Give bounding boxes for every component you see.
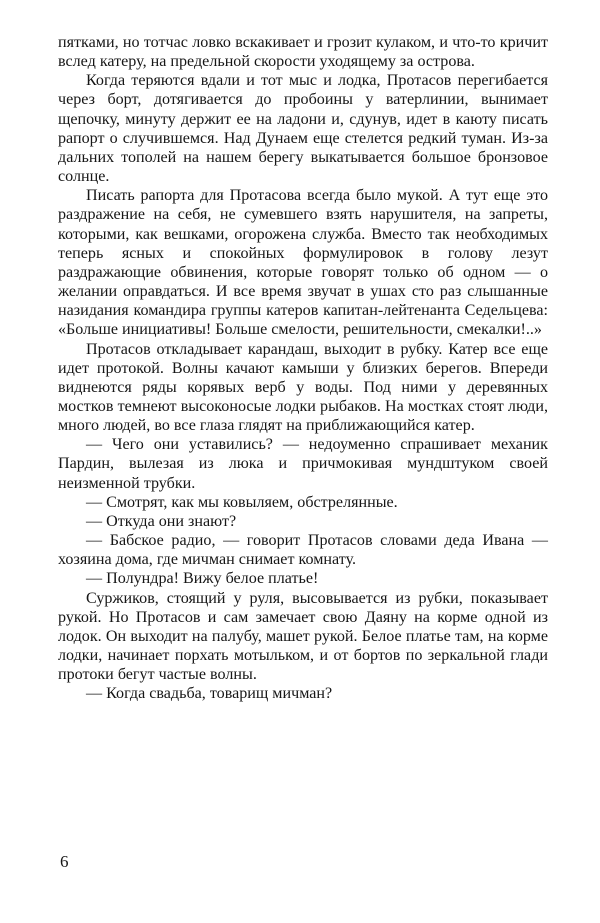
page-number: 6 (60, 852, 69, 871)
paragraph: — Откуда они знают? (86, 512, 237, 530)
paragraph: — Бабское радио, — говорит Протасов словами деда Ивана — хозяина дома, где мичман снимает комнату. (58, 532, 548, 569)
paragraph: Писать рапорта для Протасова всегда было мукой. А тут еще это раздражение на себя, не сумевшего взять нарушителя, на запреты, которыми, как вешками, огорожена служба. Вместо так необходимых теперь ясных и спокойных формулировок в голову лезут раздражающие обвинения, которые говорят только об одном — о желании оправдаться. И все время звучат в ушах сто раз слышанные назидания командира группы катеров капитан-лейтенанта Седельцева: «Больше инициативы! Больше смелости, решительности, смекалки!..» (58, 187, 548, 339)
paragraph: Протасов откладывает карандаш, выходит в рубку. Катер все еще идет протокой. Волны качают камыши у близких берегов. Впереди виднеются ряды корявых верб у воды. Под ними у деревянных мостков темнеют высоконосые лодки рыбаков. На мостках стоят люди, много людей, во все глаза глядят на приближающийся катер. (58, 340, 548, 435)
paragraph: — Чего они уставились? — недоуменно спрашивает механик Пардин, вылезая из люка и причмокивая мундштуком своей неизменной трубки. (58, 436, 548, 492)
paragraph: пятками, но тотчас ловко вскакивает и грозит кулаком, и что-то кричит вслед катеру, на предельной скорости уходящему за острова. (58, 34, 548, 71)
paragraph: — Полундра! Вижу белое платье! (86, 570, 319, 588)
paragraph: — Когда свадьба, товарищ мичман? (86, 685, 333, 703)
paragraph: Суржиков, стоящий у руля, высовывается из рубки, показывает рукой. Но Протасов и сам замечает свою Даяну на корме одной из лодок. Он выходит на палубу, машет рукой. Белое платье там, на корме лодки, начинает порхать мотыльком, и от бортов по зеркальной глади протоки бегут частые волны. (58, 589, 548, 684)
paragraph: — Смотрят, как мы ковыляем, обстрелянные. (86, 493, 398, 511)
paragraph: Когда теряются вдали и тот мыс и лодка, Протасов перегибается через борт, дотягивается до пробоины у ватерлинии, вынимает щепочку, минуту держит ее на ладони и, сдунув, идет в каюту писать рапорт о случившемся. Над Дунаем еще стелется редкий туман. Из-за дальних тополей на нашем берегу выкатывается большое бронзовое солнце. (58, 72, 548, 186)
page-body (58, 33, 548, 703)
